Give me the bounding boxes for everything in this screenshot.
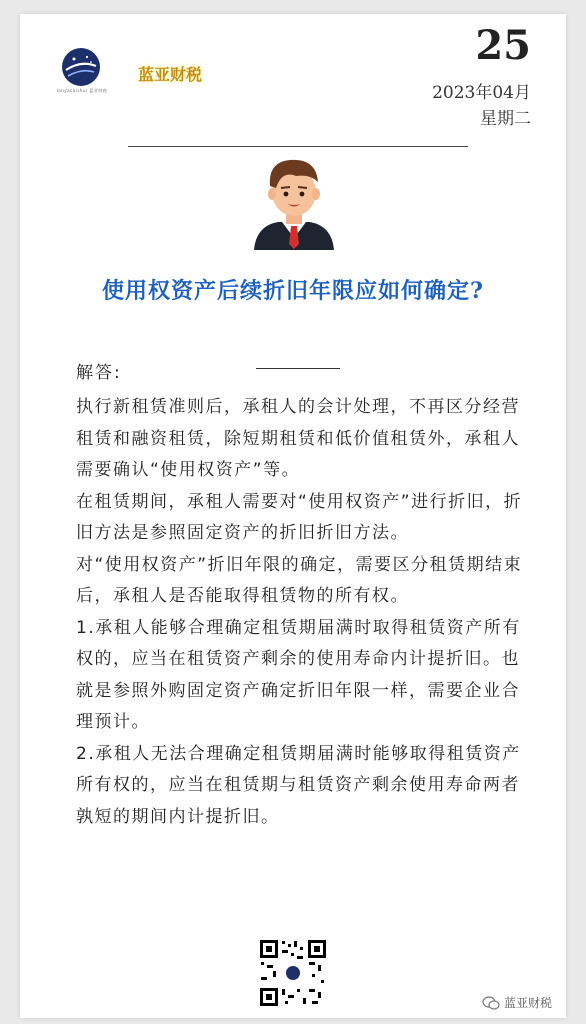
paragraph: 对“使用权资产”折旧年限的确定，需要区分租赁期结束后，承租人是否能取得租赁物的所有权。 xyxy=(76,554,523,606)
wechat-icon xyxy=(482,996,500,1010)
paragraph: 2.承租人无法合理确定租赁期届满时能够取得租赁资产所有权的，应当在租赁期与租赁资产剩余使用寿命两者孰短的期间内计提折旧。 xyxy=(76,743,521,827)
watermark-text: 蓝亚财税 xyxy=(504,996,553,1010)
logo-caption: lanyacaishui 蓝亚财税 xyxy=(56,88,108,93)
date-year-month: 2023年04月 xyxy=(432,83,531,103)
qr-code-icon xyxy=(258,938,328,1008)
businessman-avatar-icon xyxy=(246,152,342,250)
logo-icon xyxy=(60,46,102,88)
divider xyxy=(128,146,468,147)
answer-body xyxy=(76,392,526,833)
date-day: 25 xyxy=(475,22,531,69)
question-title: 使用权资产后续折旧年限应如何确定? xyxy=(102,278,484,304)
answer-label: 解答: xyxy=(76,363,122,383)
watermark xyxy=(482,994,552,1011)
divider xyxy=(256,368,340,369)
paragraph: 1.承租人能够合理确定租赁期届满时取得租赁资产所有权的，应当在租赁资产剩余的使用寿命内计提折旧。也就是参照外购固定资产确定折旧年限一样，需要企业合理预计。 xyxy=(76,617,521,732)
paragraph: 执行新租赁准则后，承租人的会计处理，不再区分经营租赁和融资租赁，除短期租赁和低价值租赁外，承租人需要确认“使用权资产”等。 xyxy=(76,397,520,480)
paragraph: 在租赁期间，承租人需要对“使用权资产”进行折旧，折旧方法是参照固定资产的折旧折旧方法。 xyxy=(76,491,523,543)
brand-name: 蓝亚财税 xyxy=(138,65,203,84)
date-weekday: 星期二 xyxy=(480,109,531,129)
